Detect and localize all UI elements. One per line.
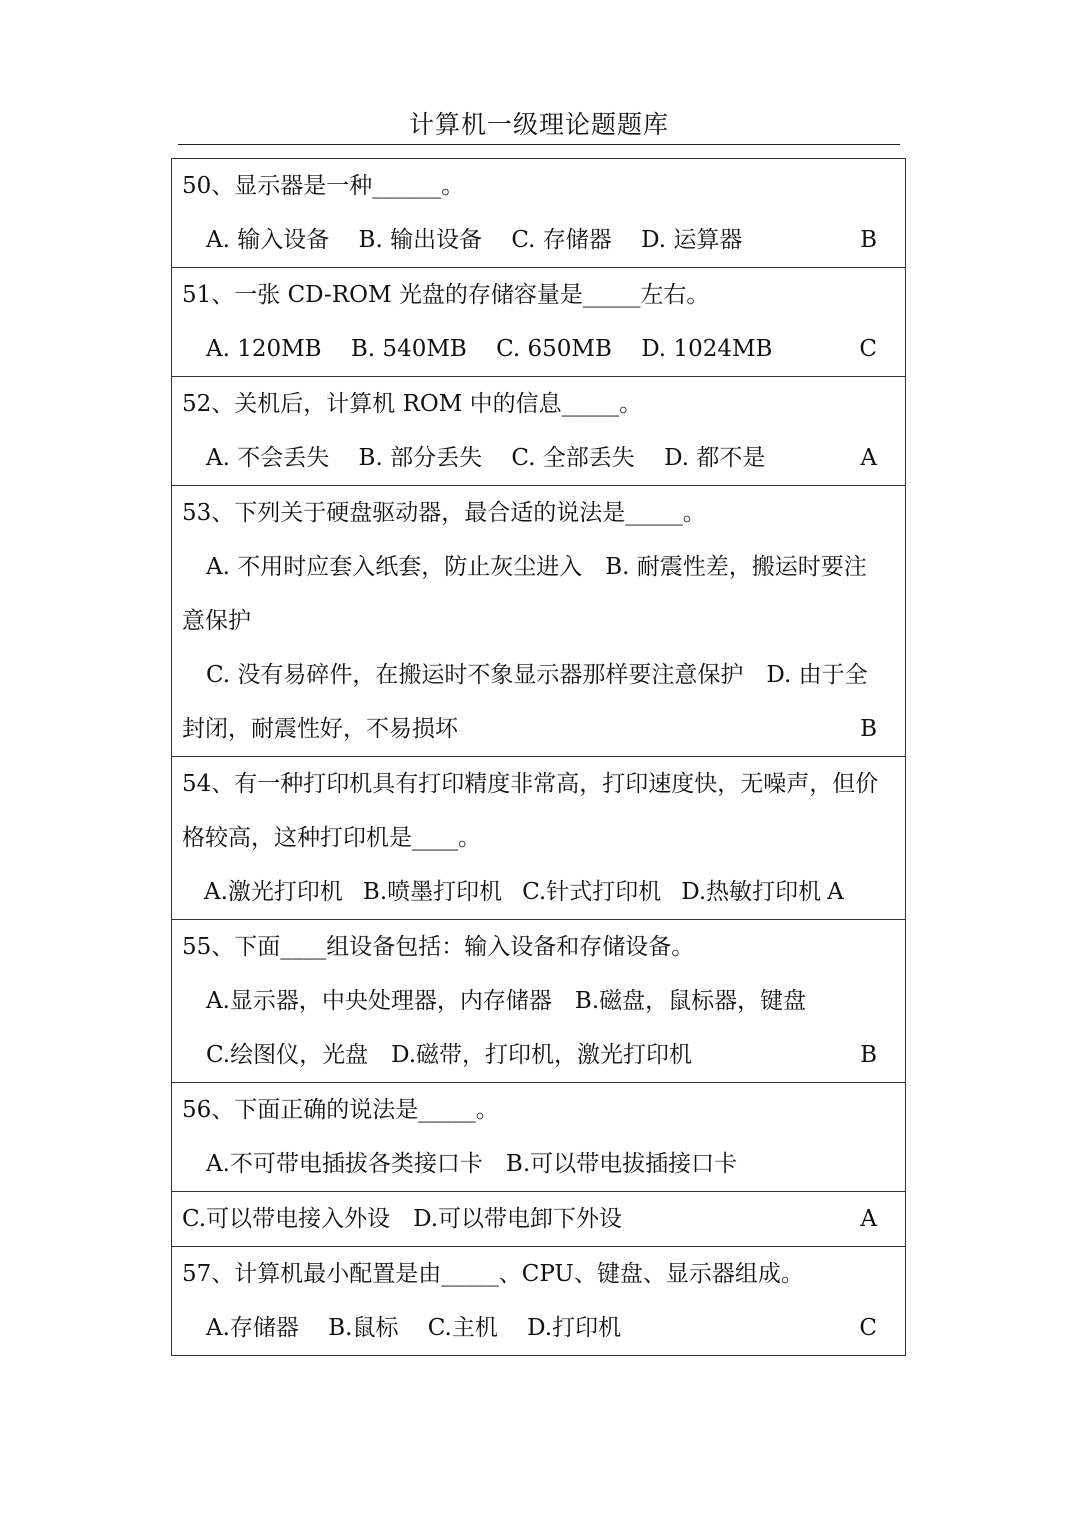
- question-text: 50、显示器是一种______。: [182, 173, 465, 199]
- answer-key: B: [860, 716, 877, 742]
- option-a: A.存储器: [206, 1315, 299, 1341]
- answer-key: C: [859, 1315, 877, 1341]
- option-b: B. 540MB: [350, 336, 467, 362]
- option-text: C.可以带电接入外设 D.可以带电卸下外设: [182, 1206, 623, 1232]
- option-line: A.不可带电插拔各类接口卡 B.可以带电拔插接口卡: [206, 1151, 738, 1177]
- option-b: B. 部分丢失: [358, 445, 483, 471]
- option-line: 意保护: [182, 608, 251, 634]
- option-a: A. 输入设备: [206, 227, 330, 253]
- answer-key: A: [860, 1206, 877, 1232]
- answer-key: A: [860, 445, 877, 471]
- option-d: D. 都不是: [664, 445, 766, 471]
- question-cell-56: [172, 1083, 905, 1192]
- question-text: 51、一张 CD-ROM 光盘的存储容量是_____左右。: [182, 282, 710, 308]
- options-line: [182, 213, 897, 267]
- question-text: 54、有一种打印机具有打印精度非常高，打印速度快，无噪声，但价: [182, 771, 879, 797]
- question-text: 55、下面____组设备包括：输入设备和存储设备。: [182, 934, 695, 960]
- question-cell-56-continued: [172, 1192, 905, 1247]
- option-c: C. 650MB: [496, 336, 612, 362]
- option-line-last: [182, 702, 897, 756]
- question-text: 格较高，这种打印机是____。: [182, 825, 481, 851]
- option-line-last: [182, 1192, 897, 1246]
- option-line: C. 没有易碎件，在搬运时不象显示器那样要注意保护 D. 由于全: [206, 662, 868, 688]
- question-text: 53、下列关于硬盘驱动器，最合适的说法是_____。: [182, 500, 706, 526]
- option-d: D.热敏打印机: [681, 879, 822, 905]
- question-cell-51: [172, 268, 905, 377]
- options-line: [182, 431, 897, 485]
- option-d: D.打印机: [527, 1315, 622, 1341]
- options-line: [182, 865, 897, 919]
- option-d: D. 1024MB: [641, 336, 773, 362]
- question-table: [171, 158, 906, 1356]
- option-d: D. 运算器: [641, 227, 743, 253]
- options-line: [182, 1301, 897, 1355]
- option-line: A. 不用时应套入纸套，防止灰尘进入 B. 耐震性差，搬运时要注: [206, 554, 867, 580]
- option-c: C.主机: [427, 1315, 498, 1341]
- option-c: C. 存储器: [511, 227, 612, 253]
- option-b: B. 输出设备: [358, 227, 483, 253]
- option-a: A. 120MB: [206, 336, 322, 362]
- answer-key: B: [860, 227, 877, 253]
- option-b: B.鼠标: [328, 1315, 399, 1341]
- question-cell-57: [172, 1247, 905, 1356]
- option-text: 封闭，耐震性好，不易损坏: [182, 716, 458, 742]
- question-cell-55: [172, 920, 905, 1083]
- options-line: [182, 322, 897, 376]
- option-text: C.绘图仪，光盘 D.磁带，打印机，激光打印机: [206, 1042, 693, 1068]
- page-header: [178, 108, 900, 145]
- question-text: 56、下面正确的说法是_____。: [182, 1097, 499, 1123]
- option-c: C.针式打印机: [522, 879, 662, 905]
- question-text: 52、关机后，计算机 ROM 中的信息_____。: [182, 391, 643, 417]
- question-text: 57、计算机最小配置是由_____、CPU、键盘、显示器组成。: [182, 1261, 804, 1287]
- answer-key: C: [859, 336, 877, 362]
- question-cell-54: [172, 757, 905, 920]
- option-c: C. 全部丢失: [511, 445, 635, 471]
- option-b: B.喷墨打印机: [362, 879, 503, 905]
- option-a: A.激光打印机: [204, 879, 343, 905]
- option-line: A.显示器，中央处理器，内存储器 B.磁盘，鼠标器，键盘: [206, 988, 807, 1014]
- answer-key: A: [827, 879, 844, 905]
- question-cell-50: [172, 159, 905, 268]
- option-line-last: [182, 1028, 897, 1082]
- page-title: 计算机一级理论题题库: [408, 110, 669, 139]
- answer-key: B: [860, 1042, 877, 1068]
- question-cell-53: [172, 486, 905, 757]
- option-a: A. 不会丢失: [206, 445, 330, 471]
- question-cell-52: [172, 377, 905, 486]
